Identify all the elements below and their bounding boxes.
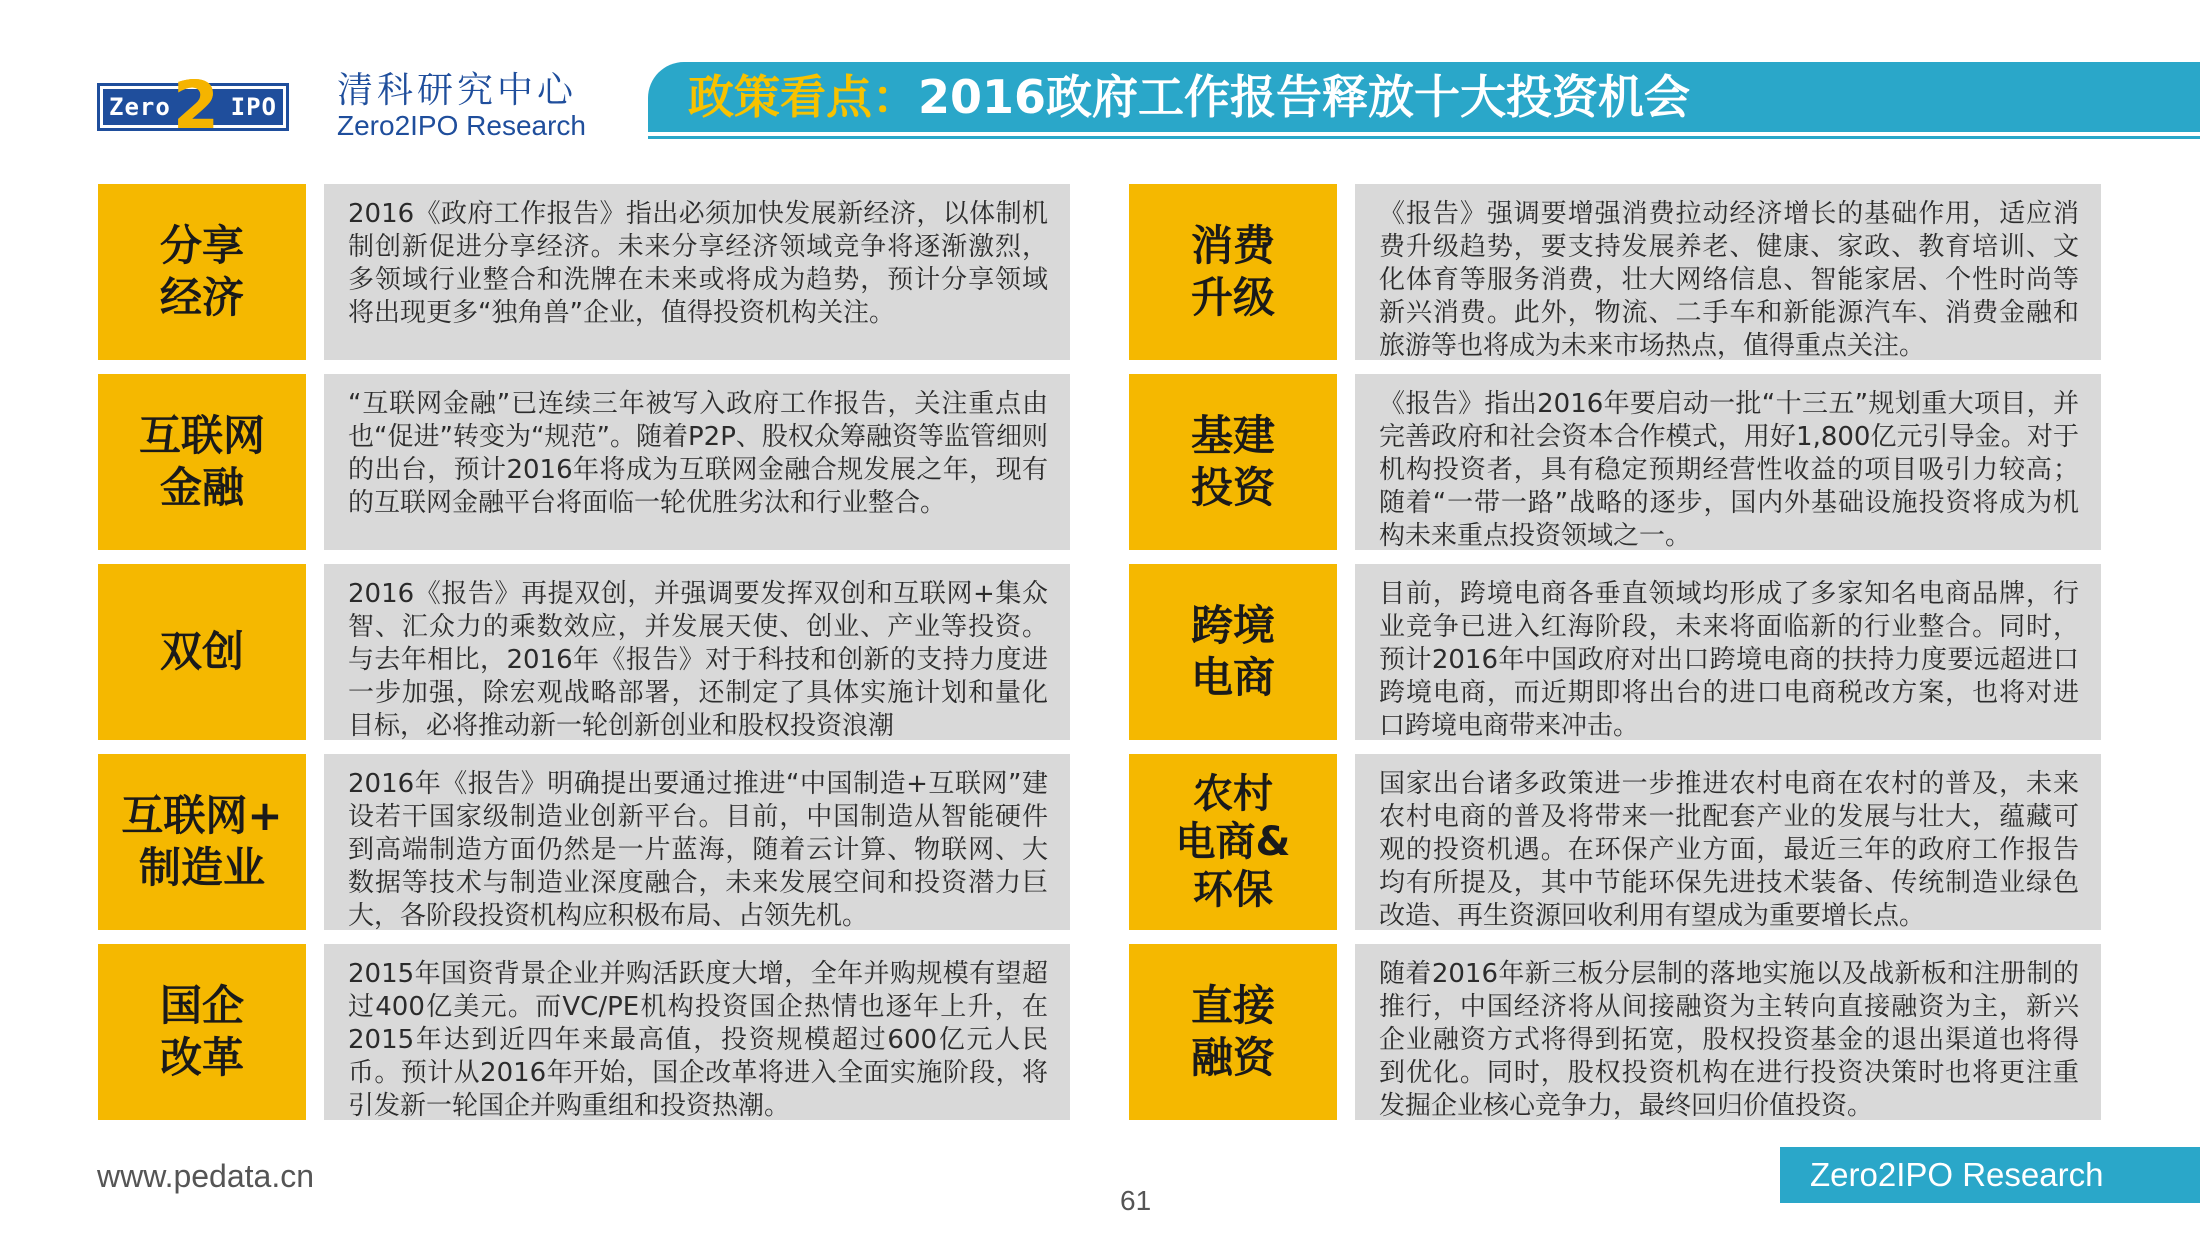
footer-brand-banner: Zero2IPO Research: [1780, 1147, 2200, 1203]
topic-desc-sharing-economy: 2016《政府工作报告》指出必须加快发展新经济，以体制机制创新促进分享经济。未来分享经济领域竞争将逐渐激烈，多领域行业整合和洗牌在未来或将成为趋势，预计分享领域将出现更多“独角兽”企业，值得投资机构关注。: [324, 184, 1070, 360]
page-title-highlight: 政策看点：: [688, 70, 918, 124]
topic-label-consumption-upgrade: 消费 升级: [1129, 184, 1337, 360]
topic-desc-infrastructure: 《报告》指出2016年要启动一批“十三五”规划重大项目，并完善政府和社会资本合作模式，用好1,800亿元引导金。对于机构投资者，具有稳定预期经营性收益的项目吸引力较高；随着“一带一路”战略的逐步，国内外基础设施投资将成为机构未来重点投资领域之一。: [1355, 374, 2101, 550]
topic-label-direct-financing: 直接 融资: [1129, 944, 1337, 1120]
page-number: 61: [1120, 1185, 1152, 1216]
page-title: [688, 64, 1690, 130]
topic-desc-direct-financing: 随着2016年新三板分层制的落地实施以及战新板和注册制的推行，中国经济将从间接融资为主转向直接融资为主，新兴企业融资方式将得到拓宽，股权投资基金的退出渠道也将得到优化。同时，股权投资机构在进行投资决策时也将更注重发掘企业核心竞争力，最终回归价值投资。: [1355, 944, 2101, 1120]
logo-word-zero: Zero: [109, 93, 171, 121]
logo-two-glyph: 2: [173, 67, 219, 144]
logo-word-ipo: IPO: [230, 93, 277, 121]
topic-label-sharing-economy: 分享 经济: [98, 184, 306, 360]
topic-label-infrastructure: 基建 投资: [1129, 374, 1337, 550]
topic-desc-internet-finance: “互联网金融”已连续三年被写入政府工作报告，关注重点由也“促进”转变为“规范”。随着P2P、股权众筹融资等监管细则的出台，预计2016年将成为互联网金融合规发展之年，现有的互联网金融平台将面临一轮优胜劣汰和行业整合。: [324, 374, 1070, 550]
topic-label-mass-innovation: 双创: [98, 564, 306, 740]
brand-name-cn: 清科研究中心: [337, 70, 578, 111]
topic-desc-mass-innovation: 2016《报告》再提双创，并强调要发挥双创和互联网+集众智、汇众力的乘数效应，并发展天使、创业、产业等投资。与去年相比，2016年《报告》对于科技和创新的支持力度进一步加强，除宏观战略部署，还制定了具体实施计划和量化目标，必将推动新一轮创新创业和股权投资浪潮: [324, 564, 1070, 740]
topic-label-internet-manufacturing: 互联网+ 制造业: [98, 754, 306, 930]
topic-desc-cross-border-ecommerce: 目前，跨境电商各垂直领域均形成了多家知名电商品牌，行业竞争已进入红海阶段，未来将面临新的行业整合。同时，预计2016年中国政府对出口跨境电商的扶持力度要远超进口跨境电商，而近期即将出台的进口电商税改方案，也将对进口跨境电商带来冲击。: [1355, 564, 2101, 740]
topic-desc-consumption-upgrade: 《报告》强调要增强消费拉动经济增长的基础作用，适应消费升级趋势，要支持发展养老、健康、家政、教育培训、文化体育等服务消费，壮大网络信息、智能家居、个性时尚等新兴消费。此外，物流、二手车和新能源汽车、消费金融和旅游等也将成为未来市场热点，值得重点关注。: [1355, 184, 2101, 360]
topic-desc-internet-manufacturing: 2016年《报告》明确提出要通过推进“中国制造+互联网”建设若干国家级制造业创新平台。目前，中国制造从智能硬件到高端制造方面仍然是一片蓝海，随着云计算、物联网、大数据等技术与制造业深度融合，未来发展空间和投资潜力巨大，各阶段投资机构应积极布局、占领先机。: [324, 754, 1070, 930]
title-underline: [648, 136, 2200, 139]
topic-label-rural-ecommerce-environment: 农村 电商& 环保: [1129, 754, 1337, 930]
footer-website-url: www.pedata.cn: [97, 1158, 315, 1194]
topic-label-soe-reform: 国企 改革: [98, 944, 306, 1120]
topic-desc-rural-ecommerce-environment: 国家出台诸多政策进一步推进农村电商在农村的普及，未来农村电商的普及将带来一批配套产业的发展与壮大，蕴藏可观的投资机遇。在环保产业方面，最近三年的政府工作报告均有所提及，其中节能环保先进技术装备、传统制造业绿色改造、再生资源回收利用有望成为重要增长点。: [1355, 754, 2101, 930]
brand-name-en: Zero2IPO Research: [337, 110, 586, 141]
page-title-main: 2016政府工作报告释放十大投资机会: [918, 70, 1691, 124]
topic-label-cross-border-ecommerce: 跨境 电商: [1129, 564, 1337, 740]
zero2ipo-logo: [97, 67, 289, 144]
topic-desc-soe-reform: 2015年国资背景企业并购活跃度大增，全年并购规模有望超过400亿美元。而VC/PE机构投资国企热情也逐年上升，在2015年达到近四年来最高值，投资规模超过600亿元人民币。预计从2016年开始，国企改革将进入全面实施阶段，将引发新一轮国企并购重组和投资热潮。: [324, 944, 1070, 1120]
topic-label-internet-finance: 互联网 金融: [98, 374, 306, 550]
